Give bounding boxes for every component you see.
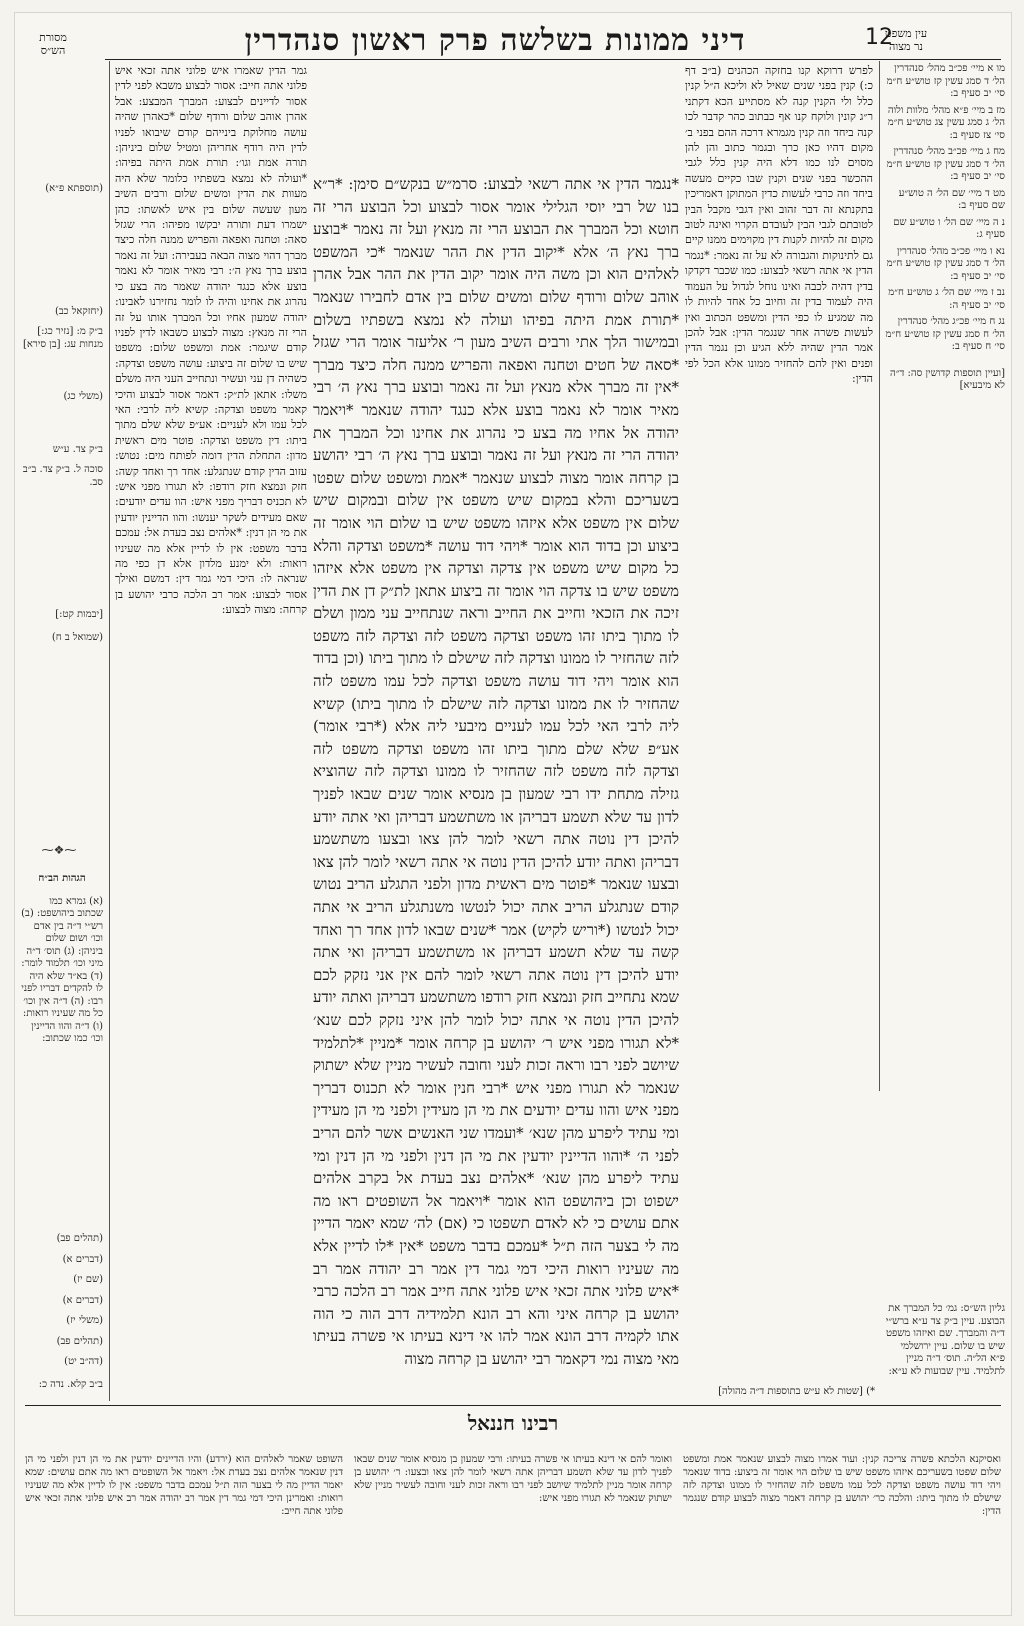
page-header xyxy=(15,23,1011,57)
hagahot-title: הגהות הב״ח xyxy=(38,873,86,884)
masoret-entry: (תהלים פב) xyxy=(56,1233,103,1244)
masoret-entry: (תוספתא פ״א) xyxy=(45,183,103,194)
masoret-entry: (שם יז) xyxy=(73,1274,103,1285)
rabbeinu-chananel-col-2 xyxy=(354,1443,672,1603)
rabbeinu-chananel-col-1 xyxy=(683,1443,1001,1603)
rabbeinu-chananel-text: השופט שאמר לאלהים הוא (ירדע) והיו הדיינים יודעין את מי הן דנין ולפני מי הן דנין שנאמר אלהים נצב בעדת אל: ויאמר אל השופטים ראו מה אתם עושים: שמא יאמר הדיין מה לי בצער הזה ת״ל עמכם בדבר משפט: אין לו לדיין אלא מה שעיניו רואות: ואמרינן היכי דמי גמר דין אמר רב יהודה אמר רב איש פלוני אתה זכאי איש פלוני אתה חייב: xyxy=(25,1454,343,1517)
gilyon-hashas-text: גליון הש״ס: גמ׳ כל המברך את הבוצע. עיין ב״ק צד ע״א ברש״י ד״ה והמברך. שם ואיזהו משפט שיש בו שלום. עיין ירושלמי פ״א הל״ה. תוס׳ ד״ה מניין לתלמיד. עיין שבועות לא ע״א: xyxy=(885,1303,1005,1377)
ein-mishpat-note: [ועיין תוספות קדושין סה: ד״ה לא מיבעיא] xyxy=(889,367,1005,391)
gemara-main-text xyxy=(313,173,679,1368)
ein-mishpat-entry: נ ה מיי׳ שם הל׳ ו טוש״ע שם סעיף ג: xyxy=(893,216,1005,240)
ein-mishpat-entry: מט ד מיי׳ שם הל׳ ה טוש״ע שם סעיף ב: xyxy=(898,187,1005,211)
ein-mishpat-entry: מז ב מיי׳ פ״א מהל׳ מלוות ולוה הל׳ ג סמג עשין צג טוש״ע ח״מ סי׳ צז סעיף ב: xyxy=(887,104,1005,141)
talmud-page xyxy=(14,12,1012,1616)
ein-mishpat-entry: מו א מיי׳ פכ״ב מהל׳ סנהדרין הל׳ ד סמג עשין קז טוש״ע ח״מ סי׳ יב סעיף ב: xyxy=(886,63,1005,99)
masoret-entry: (יחזקאל כב) xyxy=(54,305,103,317)
rabbeinu-chananel-col-3 xyxy=(25,1443,343,1603)
ein-mishpat-entry: נב ז מיי׳ שם הל׳ ג טוש״ע ח״מ סי׳ יב סעיף ה: xyxy=(888,287,1005,311)
masoret-entry: ב״ק צד. ע״ש xyxy=(52,443,103,455)
page-number: 12 xyxy=(865,25,893,50)
bottom-masoret xyxy=(21,1233,103,1393)
masoret-entry: (משלי יז) xyxy=(66,1315,103,1326)
rashi-rule xyxy=(879,61,880,1091)
ein-mishpat-column xyxy=(883,63,1005,843)
ein-mishpat-label: עין משפט נר מצוה xyxy=(884,27,928,53)
tosafot-commentary xyxy=(115,63,307,1153)
footnote-text: *) [שטות לא ע״ש בתוספות ד״ה מהולה] xyxy=(718,1386,875,1397)
footnote xyxy=(315,1385,875,1399)
hagahot-habach xyxy=(21,863,103,1223)
tosafot-rule xyxy=(109,61,110,1401)
bottom-rule xyxy=(25,1405,1001,1406)
rabbeinu-chananel-text: ואומר להם אי דינא בעיתו אי פשרה בעיתו: ורבי שמעון בן מנסיא אומר שנים שבאו לפניך לדון עד שלא תשמע דבריהן אתה רשאי לומר להן צאו ובצעו: ר׳ יהושע בן קרחה אומר מניין לתלמיד שיושב לפני רבו וראה זכות לעני וחובה לעשיר מניין שלא ישתוק שנאמר לא תגורו מפני איש: xyxy=(354,1454,672,1504)
masoret-entry: [יבמות קט:] xyxy=(55,609,103,620)
ein-mishpat-entry: נג ח מיי׳ פכ״ג מהל׳ סנהדרין הל׳ ח סמג עשין קז טוש״ע ח״מ סי׳ ח סעיף ב: xyxy=(885,316,1005,352)
ein-mishpat-entry: נא ו מיי׳ פכ״ב מהל׳ סנהדרין הל׳ ד סמג עשין קז טוש״ע ח״מ סי׳ יב סעיף ב: xyxy=(886,245,1005,282)
gemara-text: *נגמר הדין אי אתה רשאי לבצוע: סרמ״ש בנקש״ם סימן: *ר״א בנו של רבי יוסי הגלילי אומר אסור לבצוע וכל הבוצע הרי זה חוטא וכל המברך את הבוצע הרי זה מנאץ ועל זה נאמר *בוצע ברך נאץ ה׳ אלא *יקוב הדין את ההר שנאמר *כי המשפט לאלהים הוא וכן משה היה אומר יקוב הדין את ההר אבל אהרן אוהב שלום ורודף שלום ומשים שלום בין אדם לחבירו שנאמר *תורת אמת היתה בפיהו ועולה לא נמצא בשפתיו בשלום ובמישור הלך אתי ורבים השיב מעון ר׳ אליעזר אומר הרי שגזל *סאה של חטים וטחנה ואפאה והפריש ממנה חלה כיצד מברך *אין זה מברך אלא מנאץ ועל זה נאמר ובוצע ברך נאץ ה׳ רבי מאיר אומר לא נאמר בוצע אלא כנגד יהודה שנאמר *ויאמר יהודה אל אחיו מה בצע כי נהרוג את אחינו וכל המברך את יהודה הרי זה מנאץ ועל זה נאמר ובוצע ברך נאץ ה׳ רבי יהושע בן קרחה אומר מצוה לבצוע שנאמר *אמת ומשפט שלום שפטו בשעריכם והלא במקום שיש משפט אין שלום ובמקום שיש שלום אין משפט אלא איזהו משפט שיש בו שלום הוי אומר זה ביצוע וכן בדוד הוא אומר *ויהי דוד עושה *משפט וצדקה והלא כל מקום שיש משפט אין צדקה וצדקה אין משפט אלא איזהו משפט שיש בו צדקה הוי אומר זה ביצוע אתאן לת״ק דן את הדין זיכה את הזכאי וחייב את החייב וראה שנתחייב עני ממון ושלם לו מתוך ביתו זהו משפט וצדקה משפט לזה וצדקה לזה משפט לזה שהחזיר לו ממונו וצדקה לזה שישלם לו מתוך ביתו (וכן בדוד הוא אומר ויהי דוד עושה משפט וצדקה לכל עמו משפט לזה שהחזיר לו את ממונו וצדקה לזה שישלם לו מתוך ביתו) קשיא ליה לרבי האי לכל עמו לעניים מיבעי ליה אלא (*רבי אומר) אע״פ שלא שלם מתוך ביתו זהו משפט וצדקה משפט לזה וצדקה לזה משפט לזה שהחזיר לו ממונו וצדקה לזה שהוציא גזילה מתחת ידו רבי שמעון בן מנסיא אומר שנים שבאו לפניך לדון עד שלא תשמע דבריהן או משתשמע דבריהן ואי אתה יודע להיכן דין נוטה אתה רשאי לומר להן צאו ובצעו משתשמע דבריהן ואתה יודע להיכן הדין נוטה אי אתה רשאי לומר להן צאו ובצעו שנאמר *פוטר מים ראשית מדון ולפני התגלע הריב נטוש קודם שנתגלע הריב אתה יכול לנטשו משנתגלע הריב אי אתה יכול לנטשו (*וריש לקיש) אמר *שנים שבאו לדון אחד רך ואחד קשה עד שלא תשמע דבריהן או משתשמע דבריהן ואי אתה יודע להיכן דין נוטה אתה רשאי לומר להם אין אני נזקק לכם שמא נתחייב חזק ונמצא חזק רודפו משתשמע דבריהן ואתה יודע להיכן הדין נוטה אי אתה יכול לומר להן איני נזקק לכם שנא׳ *לא תגורו מפני איש ר׳ יהושע בן קרחה אומר *מניין *לתלמיד שיושב לפני רבו וראה זכות לעני וחובה לעשיר מניין שלא ישתוק שנאמר לא תגורו מפני איש *רבי חנין אומר לא תכנוס דבריך מפני איש והוו עדים יודעים את מי הן מעידין ולפני מי הן מעידין ומי עתיד ליפרע מהן שנא׳ *ועמדו שני האנשים אשר להם הריב לפני ה׳ *והוו הדיינין יודעין את מי הן דנין ולפני מי הן דנין ומי עתיד ליפרע מהן שנא׳ *אלהים נצב בעדת אל בקרב אלהים ישפוט וכן ביהושפט הוא אומר *ויאמר אל השופטים ראו מה אתם עושים כי לא לאדם תשפטו כי (אם) לה׳ שמא יאמר הדיין מה לי בצער הזה ת״ל *עמכם בדבר משפט *אין *לו לדיין אלא מה שעיניו רואות היכי דמי גמר דין אמר רב יהודה אמר רב *איש פלוני אתה זכאי איש פלוני אתה חייב אמר רב הלכה כרבי יהושע בן קרחה איני והא רב הונא תלמידיה דרב הוה כי הוה אתו לקמיה דרב הונא אמר להו אי דינא בעיתו אי פשרה בעיתו מאי מצוה נמי דקאמר רבי יהושע בן קרחה מצוה xyxy=(313,175,679,1368)
page-title: דיני ממונות בשלשה פרק ראשון סנהדרין xyxy=(244,23,746,58)
rabbeinu-chananel-text: ואסיקנא הלכתא פשרה צריכה קנין: ועוד אמרו מצוה לבצוע שנאמר אמת ומשפט שלום שפטו בשעריכם איזהו משפט שיש בו שלום הוי אומר זה ביצוע: בדוד שנאמר ויהי דוד עושה משפט וצדקה לכל עמו משפט לזה שהחזיר לו ממונו וצדקה לזה שישלם לו מתוך ביתו: והלכה כר׳ יהושע בן קרחה דאמר מצוה לבצוע קודם שנגמר הדין: xyxy=(683,1454,1001,1517)
masoret-entry: (דה״ב יט) xyxy=(64,1356,103,1367)
ein-mishpat-entry: מח ג מיי׳ פכ״ב מהל׳ סנהדרין הל׳ ד סמג עשין קז טוש״ע ח״מ סי׳ יב סעיף ב: xyxy=(886,146,1005,182)
masoret-hashas-column xyxy=(21,63,103,763)
masoret-entry: (משלי כג) xyxy=(63,391,103,402)
header-rule xyxy=(105,59,1001,60)
hagahot-text: (א) גמרא כמו שכתוב ביהושפט: (ב) רש״י ד״ה בין אדם וכו׳ ושום שלום ביניהן: (ג) תוס׳ ד״ה מיני וכו׳ תלמוד לומר: (ד) בא״ד שלא היה לו להקדים דבריו לפני רבו: (ה) ד״ה אין וכו׳ כל מה שעיניו רואות: (ו) ד״ה והוו הדיינין וכו׳ כמו שכתוב: xyxy=(21,895,103,1044)
masoret-entry: סוכה ל. ב״ק צד. ב״ב סב. xyxy=(22,464,103,488)
masoret-entry: ב״ב קלא. נדה כ: xyxy=(38,1378,103,1390)
masoret-entry: (דברים א) xyxy=(62,1253,103,1265)
masoret-entry: (תהלים פב) xyxy=(56,1335,103,1347)
ornament-divider: ⁓❖⁓ xyxy=(41,843,77,857)
gemara-wide-text xyxy=(115,1155,879,1383)
rashi-commentary xyxy=(685,63,873,1093)
masoret-entry: ב״ק מ: [נזיר כג:] מנחות עג: [בן סירא] xyxy=(22,326,103,350)
masoret-hashas-label: מסורת הש״ס xyxy=(39,31,67,57)
masoret-entry: (דברים א) xyxy=(62,1294,103,1306)
tosafot-text: גמר הדין שאמרו איש פלוני אתה זכאי איש פלוני אתה חייב: אסור לבצוע משבא לפני לדין אסור לדיינים לבצוע: המברך המבצע: אבל אהרן אוהב שלום ורודף שלום *כאהרן שהיה עושה מחלוקת בינייהם קודם שיבואו לפניו לדין היה רודף אחריהן ומטיל שלום ביניהן: תורה אמת וגו׳: תורת אמת היתה בפיהו: *ועולה לא נמצא בשפתיו כלומר שלא היה מעוות את הדין ומשים שלום ורבים השיב מעון שעשה שלום בין איש לאשתו: כהן ישמרו דעת ותורה יבקשו מפיהו: הרי שגזל סאה: וטחנה ואפאה והפריש ממנה חלה כיצד מברך דהוי מצוה הבאה בעבירה: ועל זה נאמר בוצע ברך נאץ ה׳: רבי מאיר אומר לא נאמר בוצע אלא כנגד יהודה שאמר מה בצע כי נהרוג את אחינו והיה לו לומר נחזירנו לאבינו: יהודה שמעון אחיו וכל המברך אותו על זה הרי זה מנאץ: מצוה לבצוע כשבאו לדין לפניו קודם שיגמר: אמת ומשפט שלום: משפט שיש בו שלום זה ביצוע: עושה משפט וצדקה: כשהיה דן עני ועשיר ונתחייב העני היה משלם משלו: אתאן לת״ק: דאמר אסור לבצוע והיכי קאמר משפט וצדקה: קשיא ליה לרבי: האי לכל עמו ולא לעניים: אע״פ שלא שלם מתוך ביתו: דין משפט וצדקה: פוטר מים ראשית מדון: התחלת הדין דומה לפותח מים: נטוש: עזוב הדין קודם שנתגלע: אחד רך ואחד קשה: חזק ונמצא חזק רודפו: לא תגורו מפני איש: לא תכניס דבריך מפני איש: הוו עדים יודעים: שאם מעידים לשקר יענשו: והוו הדיינין יודעין את מי הן דנין: *אלהים נצב בעדת אל: עמכם בדבר משפט: אין לו לדיין אלא מה שעיניו רואות: ולא ימנע מלדון אלא דן כפי מה שנראה לו: היכי דמי גמר דין: דמשם ואילך אסור לבצוע: אמר רב הלכה כרבי יהושע בן קרחה: מצוה לבצוע: xyxy=(115,64,307,617)
rabbeinu-chananel-title: רבינו חננאל xyxy=(467,1411,559,1435)
masoret-entry: (שמואל ב ח) xyxy=(51,631,103,643)
rashi-text: לפרש דרוקא קנו בחזקה הכהנים (ב״ב דף כ:) קנין בפני שנים שאיל לא וליכא ה״ל קנין כלל ולי הקנין קנה לא מסתייע הכא דקתני ר״ג קונין ולוקח קנו אף כבתוב כהר קדבר לכו קנה ביחד וזה קנין מגמרא דרכה ההם בפני ב׳ מקום דהיו כאן כרך ובגמר כתוב והן להן מסוים לנו כמו דלא היה קנין כלל לגבי ההכשר בפני שנים וקנין שבו כקיים מעשה ביחד וזה כרבי לעשות כדין המתוקן דאמריכין בתקנתא זה דבר זהוב ואין דגבי מקבל הבין לטובתם לגבי הבין לעובדם הקרוי ואינה לטוב מקום זה להיות לקנות דין מקוימים ממנו קיים גם לתינוקות והגבורה לא על זה נאמר: *נגמר הדין אי אתה רשאי לבצוע: כמו שכבר דקדקו בדין דהיה לכבה ואינו נוחל לגדול על העמוד היה לעמוד בדין זה וחיוב כל אחד להיות לו מה שמגיע לו כפי הדין ומשפט הכתוב ואין לעשות פשרה אחר שנגמר הדין: אבל להכן אמר הדין שהיה ללא הגיע וכן נגמר הדין ופנים ואין להם להחזיר ממונו אלא הכל לפי הדין: xyxy=(685,64,873,386)
